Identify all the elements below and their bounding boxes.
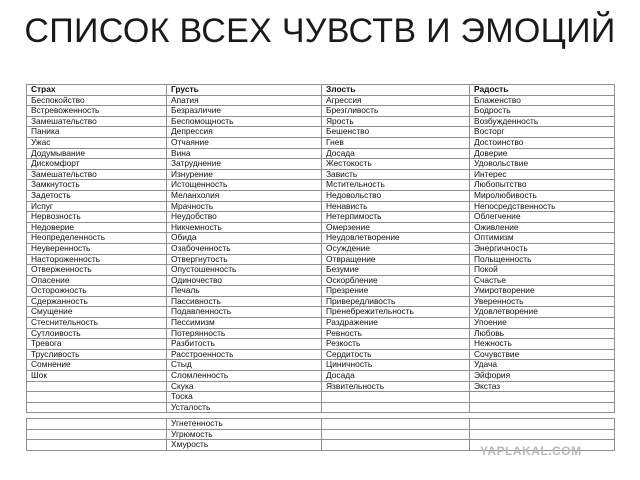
table-cell: Любопытство xyxy=(470,180,615,191)
table-cell: Возбужденность xyxy=(470,116,615,127)
table-row xyxy=(27,95,615,106)
table-cell: Расстроенность xyxy=(167,349,322,360)
table-cell: Замешательство xyxy=(27,169,167,180)
table-cell: Замкнутость xyxy=(27,180,167,191)
table-row xyxy=(27,180,615,191)
table-cell: Безразличие xyxy=(167,106,322,117)
table-cell xyxy=(470,402,615,413)
table-cell: Оживление xyxy=(470,222,615,233)
table-cell: Усталость xyxy=(167,402,322,413)
table-cell: Досада xyxy=(322,371,470,382)
table-cell: Агрессия xyxy=(322,95,470,106)
table-cell: Обида xyxy=(167,233,322,244)
table-cell: Сутлоивость xyxy=(27,328,167,339)
table-row xyxy=(27,318,615,329)
table-row xyxy=(27,307,615,318)
table-header-row xyxy=(27,85,615,96)
table-cell: Любовь xyxy=(470,328,615,339)
table-cell: Зависть xyxy=(322,169,470,180)
table-cell: Удовольствие xyxy=(470,159,615,170)
column-header: Страх xyxy=(27,85,167,96)
table-cell: Шок xyxy=(27,371,167,382)
table-cell xyxy=(470,419,615,430)
table-cell: Разбитость xyxy=(167,339,322,350)
table-cell: Истощенность xyxy=(167,180,322,191)
table-cell: Отверженность xyxy=(27,265,167,276)
table-cell: Задетость xyxy=(27,190,167,201)
table-cell: Счастье xyxy=(470,275,615,286)
table-cell xyxy=(27,381,167,392)
table-cell: Опасение xyxy=(27,275,167,286)
table-cell: Неопределенность xyxy=(27,233,167,244)
column-header: Злость xyxy=(322,85,470,96)
table-cell: Никчемность xyxy=(167,222,322,233)
column-header: Радость xyxy=(470,85,615,96)
table-row xyxy=(27,137,615,148)
table-cell: Печаль xyxy=(167,286,322,297)
table-cell: Привередливость xyxy=(322,296,470,307)
table-cell: Тоска xyxy=(167,392,322,403)
table-cell: Подавленность xyxy=(167,307,322,318)
table-cell: Брезгливость xyxy=(322,106,470,117)
table-cell: Нервозность xyxy=(27,212,167,223)
table-row xyxy=(27,201,615,212)
table-cell: Восторг xyxy=(470,127,615,138)
table-cell: Экстаз xyxy=(470,381,615,392)
emotions-table xyxy=(26,84,615,413)
table-cell: Досада xyxy=(322,148,470,159)
table-row xyxy=(27,127,615,138)
table-cell: Покой xyxy=(470,265,615,276)
table-cell: Блаженство xyxy=(470,95,615,106)
table-cell: Недовольство xyxy=(322,190,470,201)
table-cell xyxy=(470,429,615,440)
table-cell: Беспомощность xyxy=(167,116,322,127)
table-cell xyxy=(322,429,470,440)
table-row xyxy=(27,148,615,159)
table-cell: Додумывание xyxy=(27,148,167,159)
table-cell: Апатия xyxy=(167,95,322,106)
table-cell: Смущение xyxy=(27,307,167,318)
table-cell: Достоинство xyxy=(470,137,615,148)
table-cell: Удача xyxy=(470,360,615,371)
table-cell: Уверенность xyxy=(470,296,615,307)
table-cell: Настороженность xyxy=(27,254,167,265)
table-cell: Гнев xyxy=(322,137,470,148)
table-cell: Угрюмость xyxy=(167,429,322,440)
table-cell: Опустошенность xyxy=(167,265,322,276)
table-cell: Замешательство xyxy=(27,116,167,127)
table-cell xyxy=(322,402,470,413)
table-cell: Затруднение xyxy=(167,159,322,170)
table-cell: Неуверенность xyxy=(27,243,167,254)
table-cell: Презрение xyxy=(322,286,470,297)
table-row xyxy=(27,116,615,127)
table-cell: Бодрость xyxy=(470,106,615,117)
table-cell: Безумие xyxy=(322,265,470,276)
table-cell: Осуждение xyxy=(322,243,470,254)
table-cell: Оптимизм xyxy=(470,233,615,244)
table-row xyxy=(27,296,615,307)
page-title: СПИСОК ВСЕХ ЧУВСТВ И ЭМОЦИЙ xyxy=(24,12,616,50)
table-cell: Тревога xyxy=(27,339,167,350)
table-cell: Резкость xyxy=(322,339,470,350)
table-row xyxy=(27,419,615,430)
table-cell: Изнурение xyxy=(167,169,322,180)
column-header: Грусть xyxy=(167,85,322,96)
table-cell xyxy=(322,392,470,403)
table-cell: Стеснительность xyxy=(27,318,167,329)
table-cell: Осторожность xyxy=(27,286,167,297)
table-row xyxy=(27,190,615,201)
table-cell: Встревоженность xyxy=(27,106,167,117)
table-cell: Мстительность xyxy=(322,180,470,191)
table-cell: Сочувствие xyxy=(470,349,615,360)
table-cell: Жестокость xyxy=(322,159,470,170)
table-row xyxy=(27,222,615,233)
table-row xyxy=(27,159,615,170)
table-cell: Скука xyxy=(167,381,322,392)
table-cell: Интерес xyxy=(470,169,615,180)
table-cell: Стыд xyxy=(167,360,322,371)
table-row xyxy=(27,243,615,254)
table-cell: Сомнение xyxy=(27,360,167,371)
table-cell: Озабоченность xyxy=(167,243,322,254)
table-cell xyxy=(27,440,167,451)
table-cell: Язвительность xyxy=(322,381,470,392)
table-row xyxy=(27,360,615,371)
table-row xyxy=(27,402,615,413)
table-row xyxy=(27,275,615,286)
table-cell: Угнетенность xyxy=(167,419,322,430)
table-cell: Ненависть xyxy=(322,201,470,212)
table-cell: Одиночество xyxy=(167,275,322,286)
table-cell xyxy=(470,392,615,403)
table-cell xyxy=(322,440,470,451)
table-cell: Беспокойство xyxy=(27,95,167,106)
table-cell: Польщенность xyxy=(470,254,615,265)
table-cell: Облегчение xyxy=(470,212,615,223)
table-cell: Хмурость xyxy=(167,440,322,451)
table-row xyxy=(27,254,615,265)
table-cell: Недоверие xyxy=(27,222,167,233)
table-cell xyxy=(27,419,167,430)
table-cell xyxy=(27,429,167,440)
table-cell: Испуг xyxy=(27,201,167,212)
table-cell: Мрачность xyxy=(167,201,322,212)
table-cell: Ужас xyxy=(27,137,167,148)
table-row xyxy=(27,265,615,276)
table-cell: Отчаяние xyxy=(167,137,322,148)
table-cell: Упоение xyxy=(470,318,615,329)
table-row xyxy=(27,429,615,440)
table-cell: Оскорбление xyxy=(322,275,470,286)
table-cell: Доверие xyxy=(470,148,615,159)
table-cell: Удовлетворение xyxy=(470,307,615,318)
table-cell: Раздражение xyxy=(322,318,470,329)
table-cell xyxy=(27,402,167,413)
table-row xyxy=(27,106,615,117)
table-cell: Отвращение xyxy=(322,254,470,265)
table-cell: Сдержанность xyxy=(27,296,167,307)
table-cell xyxy=(27,392,167,403)
table-cell: Энергичность xyxy=(470,243,615,254)
table-cell: Сердитость xyxy=(322,349,470,360)
table-cell: Ревность xyxy=(322,328,470,339)
table-cell: Сломленность xyxy=(167,371,322,382)
table-cell: Нетерпимость xyxy=(322,212,470,223)
table-row xyxy=(27,328,615,339)
table-row xyxy=(27,381,615,392)
table-cell: Дискомфорт xyxy=(27,159,167,170)
table-cell: Неудобство xyxy=(167,212,322,223)
table-cell: Неудовлетворение xyxy=(322,233,470,244)
table-row xyxy=(27,371,615,382)
table-cell: Отвергнутость xyxy=(167,254,322,265)
table-cell: Пессимизм xyxy=(167,318,322,329)
table-cell: Циничность xyxy=(322,360,470,371)
table-cell xyxy=(322,419,470,430)
table-cell: Пассивность xyxy=(167,296,322,307)
table-cell: Пренебрежительность xyxy=(322,307,470,318)
watermark: YAPLAKAL.COM xyxy=(480,444,582,458)
table-cell: Нежность xyxy=(470,339,615,350)
table-cell: Омерзение xyxy=(322,222,470,233)
table-row xyxy=(27,339,615,350)
table-row xyxy=(27,286,615,297)
table-cell: Потерянность xyxy=(167,328,322,339)
table-row xyxy=(27,169,615,180)
table-row xyxy=(27,392,615,403)
table-row xyxy=(27,349,615,360)
table-cell: Миролюбивость xyxy=(470,190,615,201)
table-cell: Депрессия xyxy=(167,127,322,138)
table-cell: Бешенство xyxy=(322,127,470,138)
table-cell: Трусливость xyxy=(27,349,167,360)
table-row xyxy=(27,233,615,244)
table-cell: Паника xyxy=(27,127,167,138)
table-cell: Умиротворение xyxy=(470,286,615,297)
table-row xyxy=(27,212,615,223)
table-cell: Вина xyxy=(167,148,322,159)
table-cell: Ярость xyxy=(322,116,470,127)
table-cell: Меланхолия xyxy=(167,190,322,201)
table-cell: Эйфория xyxy=(470,371,615,382)
table-cell: Непосредственность xyxy=(470,201,615,212)
